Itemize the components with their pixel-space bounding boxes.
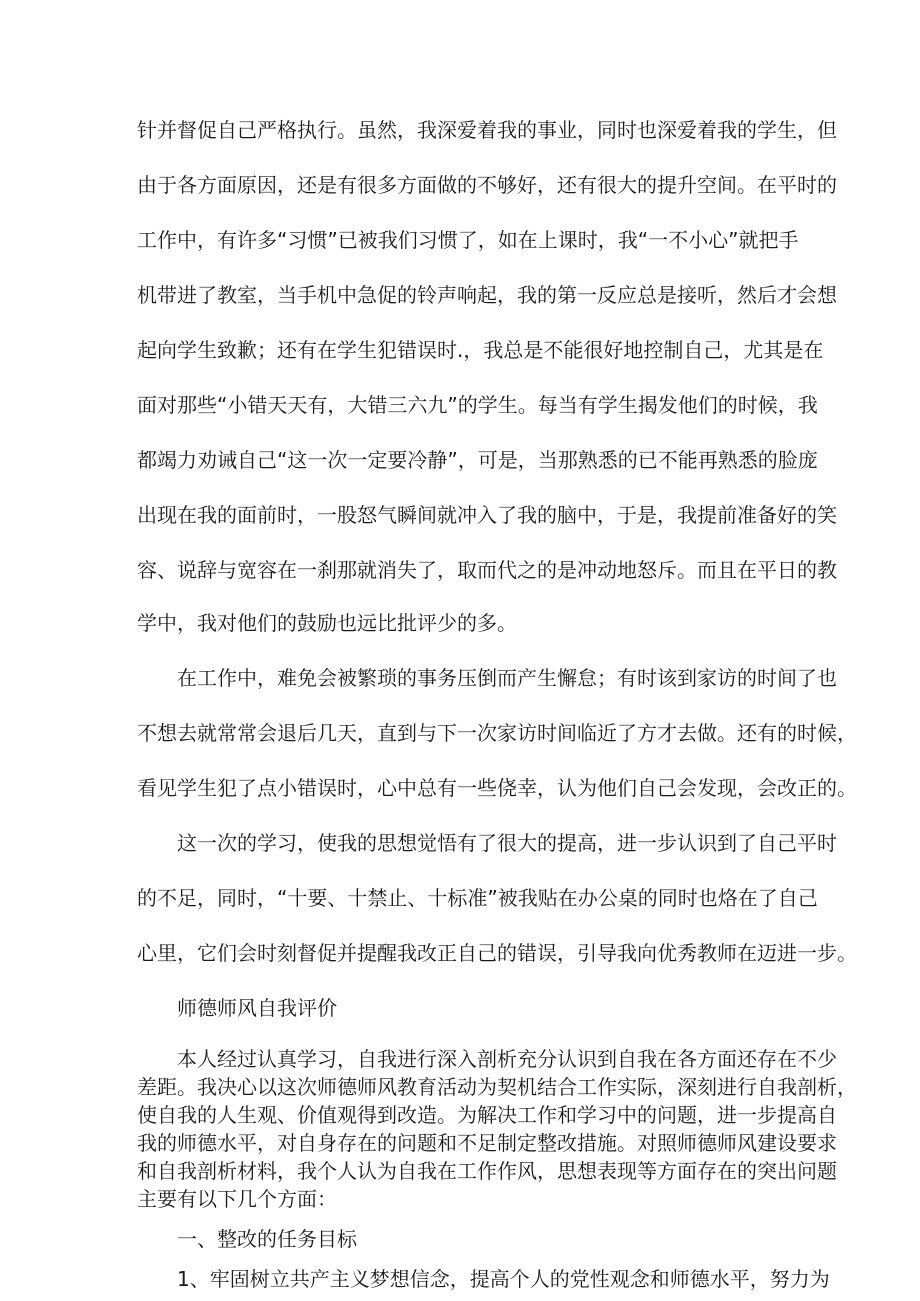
paragraph-1-line-1: 针并督促自己严格执行。虽然，我深爱着我的事业，同时也深爱着我的学生，但 xyxy=(137,118,837,142)
paragraph-3-line-2: 的不足，同时，“十要、十禁止、十标准”被我贴在办公桌的同时也烙在了自己 xyxy=(137,886,818,910)
paragraph-4-line-3: 使自我的人生观、价值观得到改造。为解决工作和学习中的问题，进一步提高自 xyxy=(137,1103,837,1127)
paragraph-4-line-1: 本人经过认真学习，自我进行深入剖析充分认识到自我在各方面还存在不少 xyxy=(177,1047,837,1071)
paragraph-4-line-5: 和自我剖析材料，我个人认为自我在工作作风，思想表现等方面存在的突出问题 xyxy=(137,1159,837,1183)
item-1-line-1: 1、牢固树立共产主义梦想信念，提高个人的党性观念和师德水平，努力为 xyxy=(177,1267,830,1291)
paragraph-1-line-2: 由于各方面原因，还是有很多方面做的不够好，还有很大的提升空间。在平时的 xyxy=(137,173,837,197)
paragraph-1-line-10: 学中，我对他们的鼓励也远比批评少的多。 xyxy=(137,611,517,635)
paragraph-1-line-3: 工作中，有许多“习惯”已被我们习惯了，如在上课时，我“一不小心”就把手 xyxy=(137,228,799,252)
paragraph-1-line-5: 起向学生致歉；还有在学生犯错误时.，我总是不能很好地控制自己，尤其是在 xyxy=(137,338,824,362)
paragraph-3-line-3: 心里，它们会时刻督促并提醒我改正自己的错误，引导我向优秀教师在迈进一步。 xyxy=(137,941,857,965)
paragraph-1-line-6: 面对那些“小错天天有，大错三六九”的学生。每当有学生揭发他们的时候，我 xyxy=(137,393,818,417)
paragraph-1-line-8: 出现在我的面前时，一股怒气瞬间就冲入了我的脑中，于是，我提前准备好的笑 xyxy=(137,503,837,527)
paragraph-3-line-1: 这一次的学习，使我的思想觉悟有了很大的提高，进一步认识到了自己平时 xyxy=(177,831,837,855)
paragraph-2-line-3: 看见学生犯了点小错误时，心中总有一些侥幸，认为他们自己会发现，会改正的。 xyxy=(137,776,857,800)
paragraph-2-line-1: 在工作中，难免会被繁琐的事务压倒而产生懈怠；有时该到家访的时间了也 xyxy=(177,666,837,690)
paragraph-4-line-4: 我的师德水平，对自身存在的问题和不足制定整改措施。对照师德师风建设要求 xyxy=(137,1131,837,1155)
paragraph-4-line-2: 差距。我决心以这次师德师风教育活动为契机结合工作实际，深刻进行自我剖析， xyxy=(137,1075,857,1099)
paragraph-4-line-6: 主要有以下几个方面： xyxy=(137,1187,337,1211)
paragraph-1-line-9: 容、说辞与宽容在一刹那就消失了，取而代之的是冲动地怒斥。而且在平日的教 xyxy=(137,558,837,582)
heading-task-goals: 一、整改的任务目标 xyxy=(177,1227,357,1251)
paragraph-1-line-4: 机带进了教室，当手机中急促的铃声响起，我的第一反应总是接听，然后才会想 xyxy=(137,283,837,307)
section-title: 师德师风自我评价 xyxy=(177,996,337,1020)
paragraph-1-line-7: 都竭力劝诫自己“这一次一定要冷静”，可是，当那熟悉的已不能再熟悉的脸庞 xyxy=(137,448,818,472)
paragraph-2-line-2: 不想去就常常会退后几天，直到与下一次家访时间临近了方才去做。还有的时候， xyxy=(137,721,857,745)
